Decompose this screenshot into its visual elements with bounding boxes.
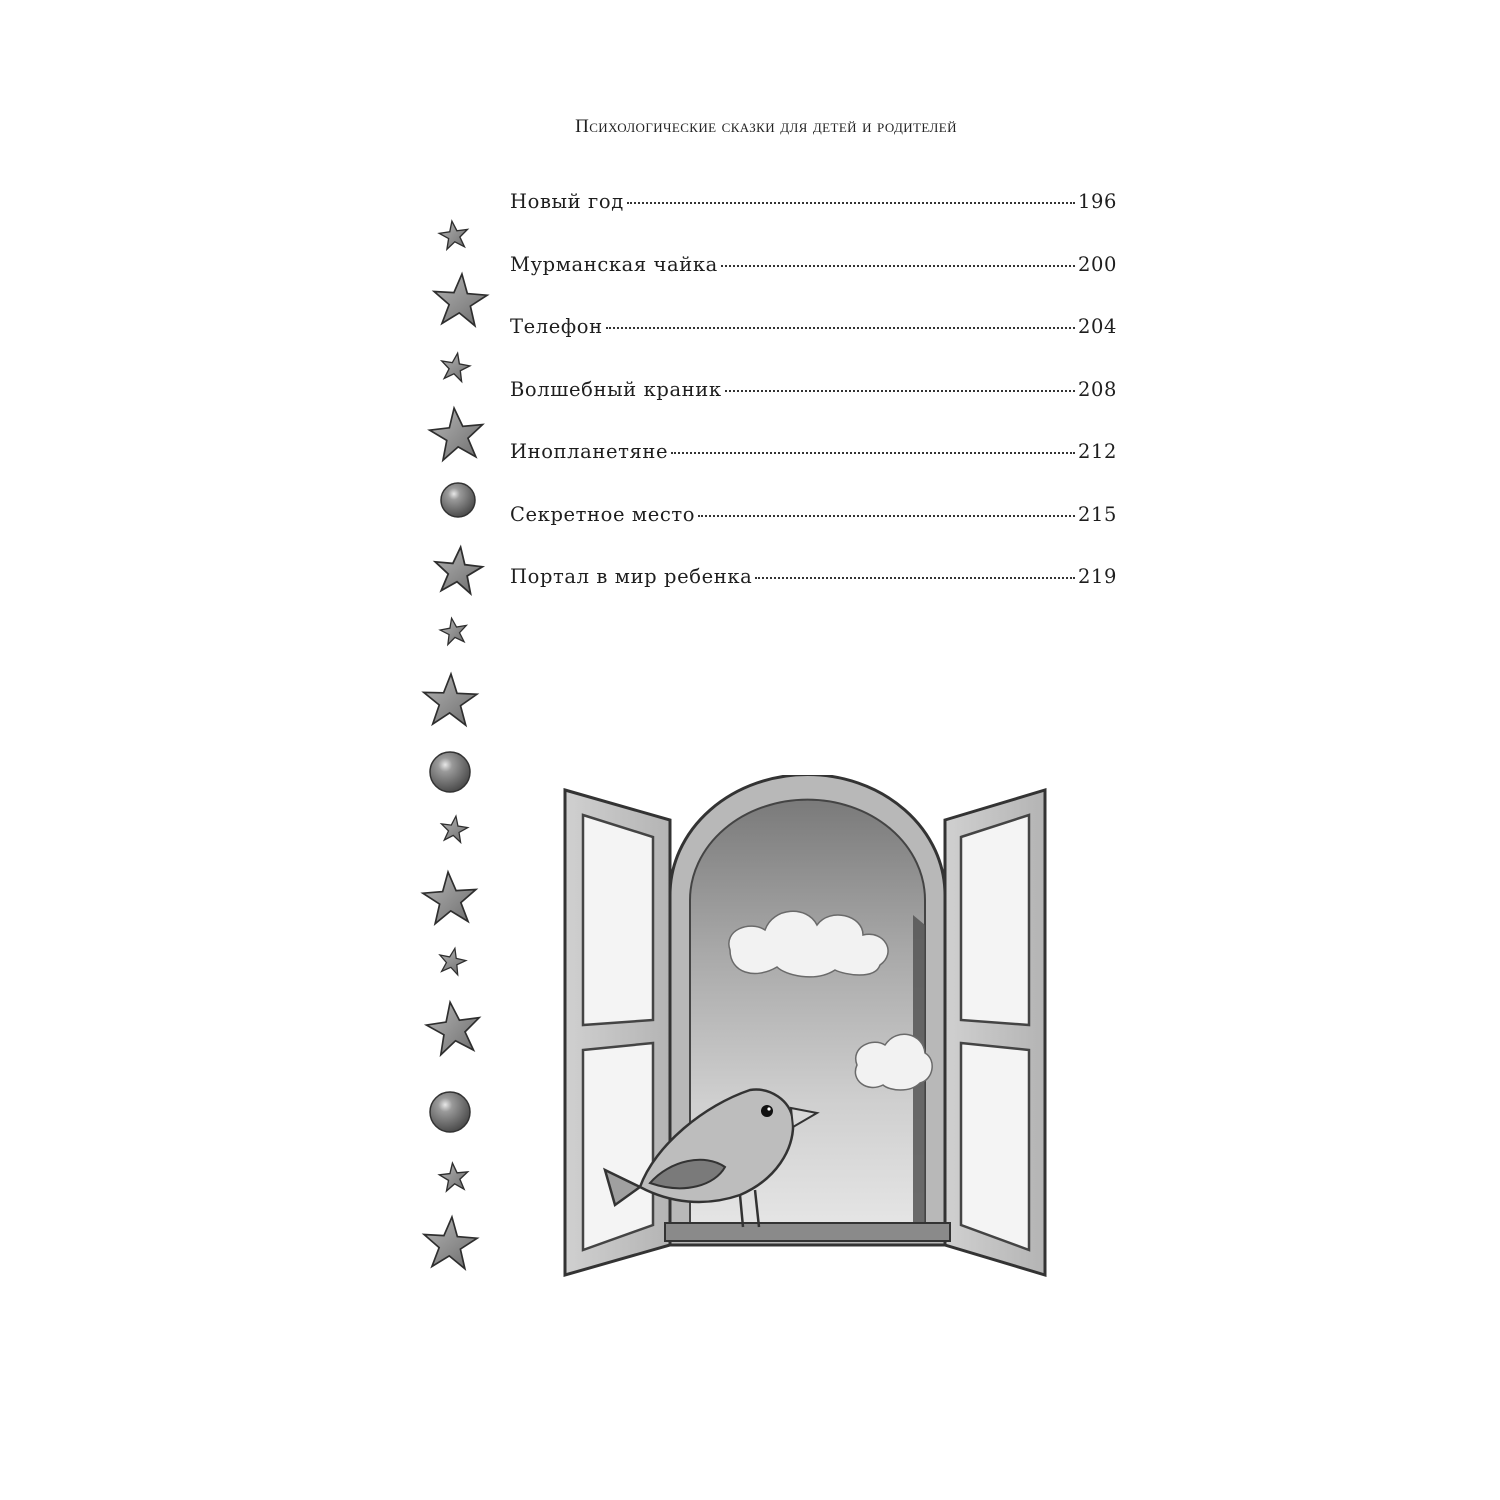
bead-icon <box>430 752 470 792</box>
star-large-icon <box>432 545 484 595</box>
toc-dot-leader <box>671 452 1075 454</box>
table-of-contents <box>510 190 1117 628</box>
toc-entry[interactable] <box>510 440 1117 503</box>
star-small-icon <box>438 616 469 646</box>
toc-dot-leader <box>698 515 1075 517</box>
window-bird-illustration <box>545 775 1060 1295</box>
toc-dot-leader <box>755 577 1075 579</box>
toc-entry-page: 212 <box>1077 440 1117 463</box>
toc-entry-title: Волшебный краник <box>510 377 722 401</box>
toc-entry-page: 219 <box>1077 565 1117 588</box>
toc-entry-title: Портал в мир ребенка <box>510 565 753 588</box>
toc-entry-title: Секретное место <box>510 502 696 526</box>
toc-entry-page: 215 <box>1077 502 1117 526</box>
toc-entry[interactable] <box>510 253 1117 316</box>
star-small-icon <box>439 814 469 843</box>
toc-entry-title: Новый год <box>510 190 624 213</box>
bead-icon <box>441 483 475 517</box>
toc-entry-page: 196 <box>1077 190 1117 213</box>
toc-dot-leader <box>721 265 1075 267</box>
star-bead-decoration <box>410 200 500 1300</box>
toc-entry-title: Мурманская чайка <box>510 252 718 276</box>
star-small-icon <box>438 219 470 250</box>
running-head: Психологические сказки для детей и родителей <box>575 116 957 137</box>
toc-dot-leader <box>725 390 1075 392</box>
toc-entry[interactable] <box>510 190 1117 253</box>
toc-entry-title: Телефон <box>510 315 603 338</box>
star-large-icon <box>428 405 486 461</box>
right-shutter <box>945 790 1045 1275</box>
decoration-svg <box>410 200 500 1300</box>
star-small-icon <box>439 351 472 383</box>
star-large-icon <box>432 272 489 326</box>
toc-entry[interactable] <box>510 503 1117 566</box>
bead-icon <box>430 1092 470 1132</box>
toc-dot-leader <box>606 327 1075 329</box>
toc-entry-title: Инопланетяне <box>510 440 669 463</box>
toc-entry[interactable] <box>510 378 1117 441</box>
toc-dot-leader <box>627 202 1075 204</box>
star-large-icon <box>422 870 479 924</box>
star-large-icon <box>423 673 478 726</box>
star-large-icon <box>422 1215 479 1269</box>
toc-entry-page: 200 <box>1077 252 1117 276</box>
star-small-icon <box>437 946 468 976</box>
star-small-icon <box>438 1162 469 1192</box>
toc-entry[interactable] <box>510 315 1117 378</box>
toc-entry-page: 204 <box>1077 315 1117 338</box>
star-large-icon <box>424 999 484 1057</box>
window-illustration-svg <box>545 775 1060 1295</box>
toc-entry-page: 208 <box>1077 377 1117 401</box>
toc-entry[interactable] <box>510 565 1117 628</box>
